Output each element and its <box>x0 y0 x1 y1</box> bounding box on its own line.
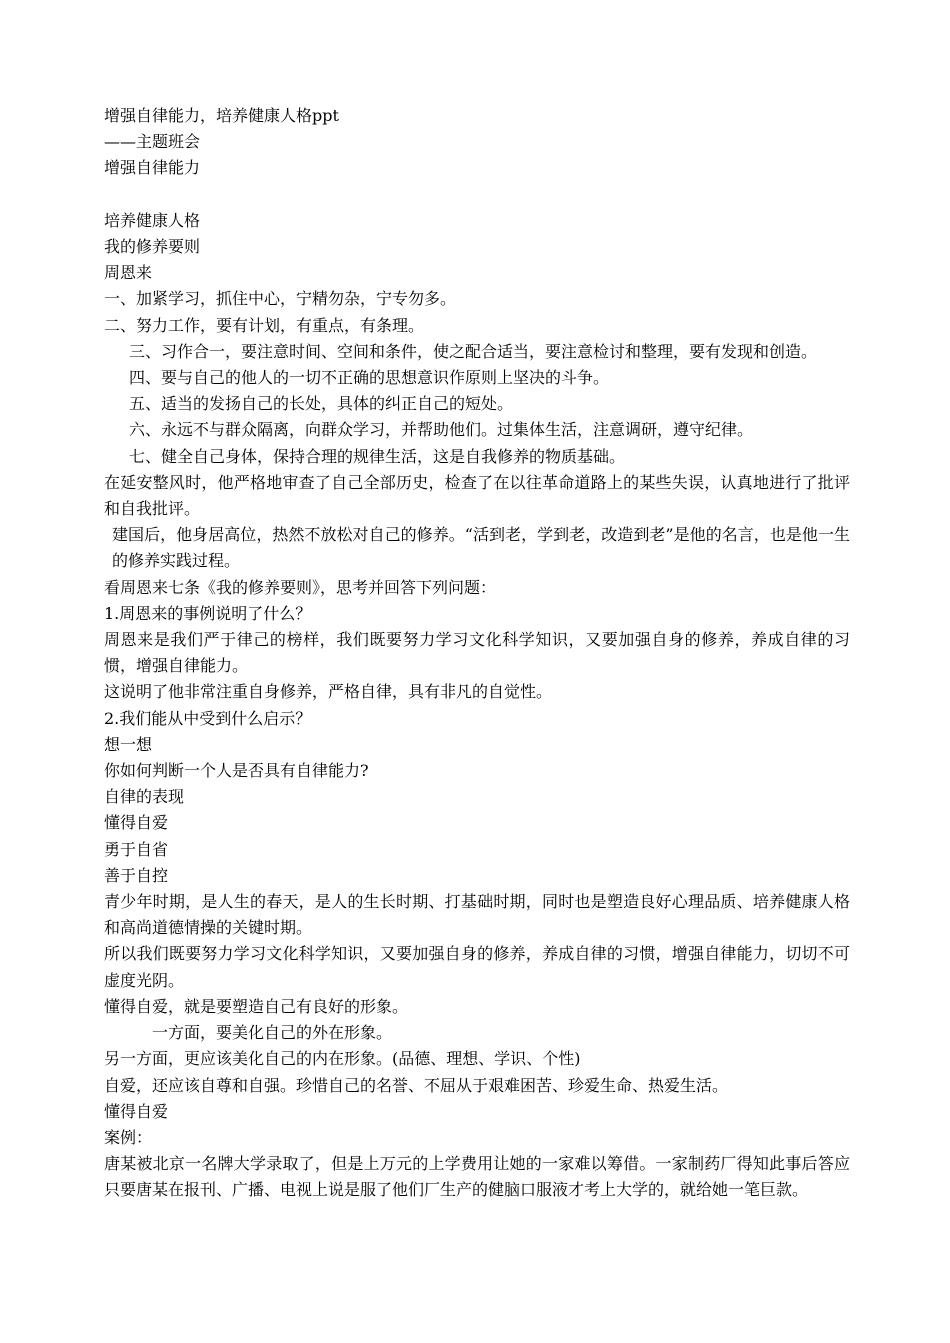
paragraph-inner-image: 另一方面，更应该美化自己的内在形象。(品德、理想、学识、个性) <box>104 1049 581 1069</box>
performance-item: 善于自控 <box>104 865 169 885</box>
rule-item: 六、永远不与群众隔离，向群众学习，并帮助他们。过集体生活，注意调研，遵守纪律。 <box>129 420 754 440</box>
answer-1-summary: 这说明了他非常注重自身修养，严格自律，具有非凡的自觉性。 <box>104 682 553 702</box>
rule-item: 三、习作合一，要注意时间、空间和条件，使之配合适当，要注意检讨和整理，要有发现和创造。 <box>129 341 818 361</box>
performance-item: 勇于自省 <box>104 839 169 859</box>
rule-item: 五、适当的发扬自己的长处，具体的纠正自己的短处。 <box>129 394 514 414</box>
paragraph-youth: 青少年时期，是人生的春天，是人的生长时期、打基础时期，同时也是塑造良好心理品质、培养健康人格和高尚道德情操的关键时期。 <box>104 892 850 938</box>
paragraph-yanan: 在延安整风时，他严格地审查了自己全部历史，检查了在以往革命道路上的某些失误，认真地进行了批评和自我批评。 <box>104 472 850 519</box>
think-question: 你如何判断一个人是否具有自律能力? <box>104 761 369 781</box>
document-subtitle: ——主题班会 <box>104 132 201 152</box>
rule-item: 七、健全自己身体，保持合理的规律生活，这是自我修养的物质基础。 <box>129 446 626 466</box>
paragraph-self-respect: 自爱，还应该自尊和自强。珍惜自己的名誉、不屈从于艰难困苦、珍爱生命、热爱生活。 <box>104 1075 729 1095</box>
paragraph-self-love: 懂得自爱，就是要塑造自己有良好的形象。 <box>104 996 409 1016</box>
answer-1-paragraph: 周恩来是我们严于律己的榜样，我们既要努力学习文化科学知识，又要加强自身的修养，养成自律的习惯，增强自律能力。 <box>104 630 850 676</box>
case-label: 案例： <box>104 1127 153 1147</box>
performance-title: 自律的表现 <box>104 787 185 807</box>
rule-item: 四、要与自己的他人的一切不正确的思想意识作原则上坚决的斗争。 <box>129 368 610 388</box>
question-intro: 看周恩来七条《我的修养要则》，思考并回答下列问题： <box>104 577 497 597</box>
heading-self-love: 懂得自爱 <box>104 1101 169 1121</box>
paragraph-outer-image: 一方面，要美化自己的外在形象。 <box>152 1023 393 1043</box>
heading-healthy-personality: 培养健康人格 <box>104 210 201 230</box>
question-2: 2.我们能从中受到什么启示？ <box>104 708 312 728</box>
performance-item: 懂得自爱 <box>104 813 169 833</box>
author-name: 周恩来 <box>104 263 153 283</box>
heading-self-discipline: 增强自律能力 <box>104 158 201 178</box>
think-heading: 想一想 <box>104 734 153 754</box>
case-text: 唐某被北京一名牌大学录取了，但是上万元的上学费用让她的一家难以筹借。一家制药厂得知此事后答应只要唐某在报刊、广播、电视上说是服了他们厂生产的健脑口服液才考上大学的，就给她一笔巨款。 <box>104 1154 850 1200</box>
paragraph-study: 所以我们既要努力学习文化科学知识，又要加强自身的修养，养成自律的习惯，增强自律能力，切切不可虚度光阴。 <box>104 944 850 990</box>
document-body <box>104 103 850 1204</box>
rule-item: 二、努力工作，要有计划，有重点，有条理。 <box>104 315 425 335</box>
blank-line <box>104 182 850 208</box>
paragraph-after-founding: 建国后，他身居高位，热然不放松对自己的修养。“活到老，学到老，改造到老”是他的名言，也是他一生的修养实践过程。 <box>112 525 850 571</box>
section-title: 我的修养要则 <box>104 237 201 256</box>
rule-item: 一、加紧学习，抓住中心，宁精勿杂，宁专勿多。 <box>104 289 457 309</box>
document-title: 增强自律能力，培养健康人格ppt <box>104 106 339 125</box>
question-1: 1.周恩来的事例说明了什么？ <box>104 603 312 623</box>
